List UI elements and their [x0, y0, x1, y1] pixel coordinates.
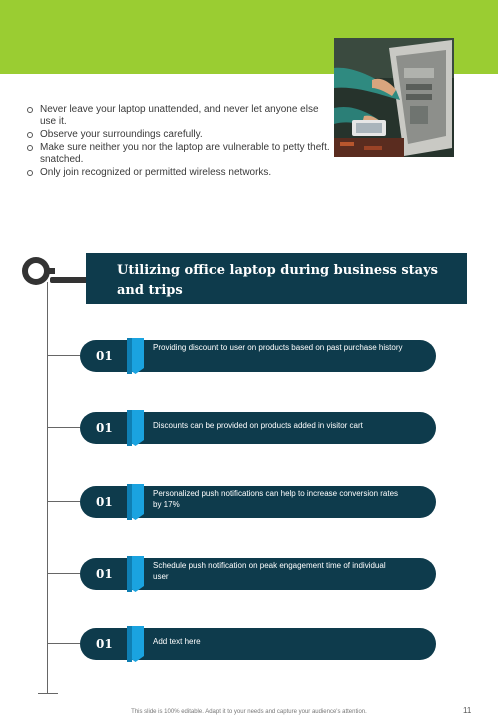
item-number: 01 — [96, 349, 113, 363]
section-title: Utilizing office laptop during business stays and trips — [117, 263, 438, 298]
item-text: Providing discount to user on products based on past purchase history — [153, 343, 403, 352]
item-number: 01 — [96, 637, 113, 651]
ribbon-marker-icon — [127, 484, 144, 520]
timeline-line — [47, 282, 48, 694]
circle-bullet-icon — [27, 145, 33, 151]
footer-note: This slide is 100% editable. Adapt it to your needs and capture your audience's attention. — [131, 709, 367, 715]
security-tips-list — [27, 104, 337, 180]
circle-bullet-icon — [27, 132, 33, 138]
ribbon-marker-icon — [127, 556, 144, 592]
item-text: Schedule push notification on peak engagement time of individual user — [153, 561, 386, 581]
list-item: Never leave your laptop unattended, and never let anyone else use it. — [27, 104, 337, 128]
item-text: Add text here — [153, 637, 201, 646]
timeline-item — [80, 486, 436, 518]
timeline-item — [80, 340, 436, 372]
timeline-base — [38, 693, 58, 694]
item-text: Personalized push notifications can help to increase conversion rates by 17% — [153, 489, 399, 509]
list-item: Observe your surroundings carefully. — [27, 129, 337, 141]
item-number: 01 — [96, 495, 113, 509]
timeline-item — [80, 558, 436, 590]
list-item: Make sure neither you nor the laptop are vulnerable to petty theft. snatched. — [27, 142, 337, 166]
ribbon-marker-icon — [127, 338, 144, 374]
ribbon-marker-icon — [127, 410, 144, 446]
section-header — [86, 253, 467, 304]
item-number: 01 — [96, 421, 113, 435]
timeline-tick — [48, 427, 80, 428]
circle-bullet-icon — [27, 170, 33, 176]
circle-bullet-icon — [27, 107, 33, 113]
header-connector — [50, 277, 88, 283]
timeline-tick — [48, 501, 80, 502]
page-number: 11 — [463, 706, 472, 715]
timeline-tick — [48, 643, 80, 644]
list-item: Only join recognized or permitted wireless networks. — [27, 167, 337, 179]
key-icon — [21, 254, 55, 288]
item-text: Discounts can be provided on products added in visitor cart — [153, 421, 363, 430]
timeline-item — [80, 628, 436, 660]
ribbon-marker-icon — [127, 626, 144, 662]
item-number: 01 — [96, 567, 113, 581]
hands-repairing-computer-photo — [334, 38, 454, 157]
timeline-item — [80, 412, 436, 444]
timeline-tick — [48, 573, 80, 574]
timeline-tick — [48, 355, 80, 356]
